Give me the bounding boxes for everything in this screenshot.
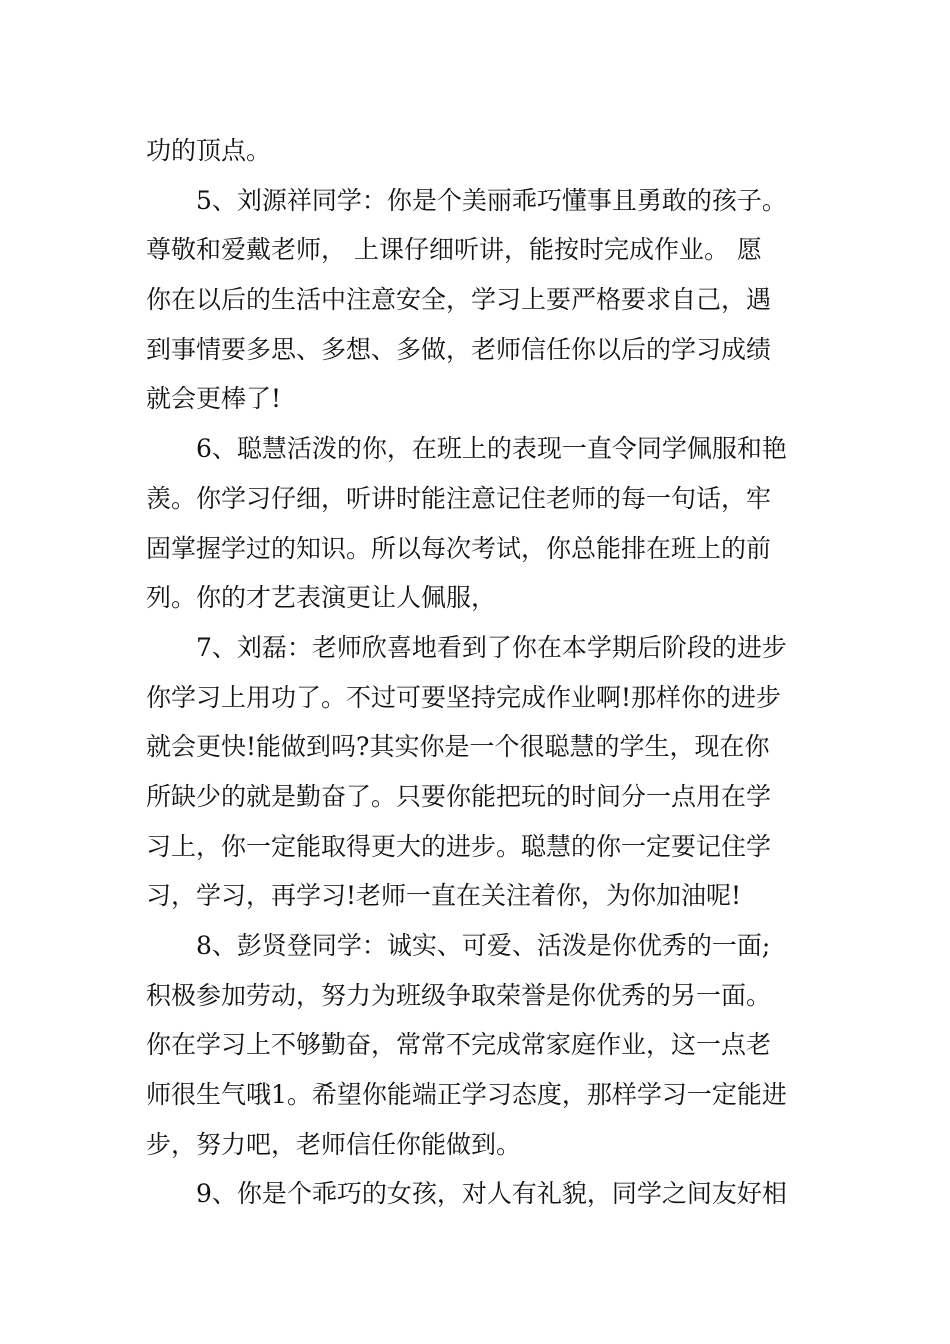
text-line: 6、聪慧活泼的你，在班上的表现一直令同学佩服和艳 <box>196 434 787 464</box>
text-line: 9、你是个乖巧的女孩，对人有礼貌，同学之间友好相 <box>196 1179 787 1209</box>
text-line: 7、刘磊：老师欣喜地看到了你在本学期后阶段的进步 <box>196 632 787 662</box>
text-line: 习，学习，再学习!老师一直在关注着你，为你加油呢! <box>146 881 742 911</box>
text-line: 8、彭贤登同学：诚实、可爱、活泼是你优秀的一面; <box>196 931 771 960</box>
text-line: 你学习上用功了。不过可要坚持完成作业啊!那样你的进步 <box>146 682 782 712</box>
text-line: 尊敬和爱戴老师， 上课仔细听讲，能按时完成作业。 愿 <box>146 235 762 265</box>
text-line: 固掌握学过的知识。所以每次考试，你总能排在班上的前 <box>146 533 772 563</box>
text-line: 5、刘源祥同学：你是个美丽乖巧懂事且勇敢的孩子。 <box>196 185 787 215</box>
text-line: 习上，你一定能取得更大的进步。聪慧的你一定要记住学 <box>146 831 772 861</box>
text-line: 步，努力吧，老师信任你能做到。 <box>146 1129 522 1159</box>
text-line: 羡。你学习仔细，听讲时能注意记住老师的每一句话，牢 <box>146 483 772 513</box>
text-line: 积极参加劳动，努力为班级争取荣誉是你优秀的另一面。 <box>146 980 772 1010</box>
text-line: 就会更棒了! <box>146 384 282 414</box>
text-line: 你在以后的生活中注意安全，学习上要严格要求自己，遇 <box>146 285 772 315</box>
text-line: 到事情要多思、多想、多做，老师信任你以后的学习成绩 <box>146 334 772 364</box>
text-line: 列。你的才艺表演更让人佩服， <box>146 583 497 613</box>
text-line: 师很生气哦1。希望你能端正学习态度，那样学习一定能进 <box>146 1080 787 1110</box>
document-body <box>146 126 810 1219</box>
text-line: 你在学习上不够勤奋，常常不完成常家庭作业，这一点老 <box>146 1030 772 1060</box>
text-line: 就会更快!能做到吗?其实你是一个很聪慧的学生，现在你 <box>146 732 770 762</box>
text-line: 功的顶点。 <box>146 136 272 165</box>
text-line: 所缺少的就是勤奋了。只要你能把玩的时间分一点用在学 <box>146 781 772 811</box>
